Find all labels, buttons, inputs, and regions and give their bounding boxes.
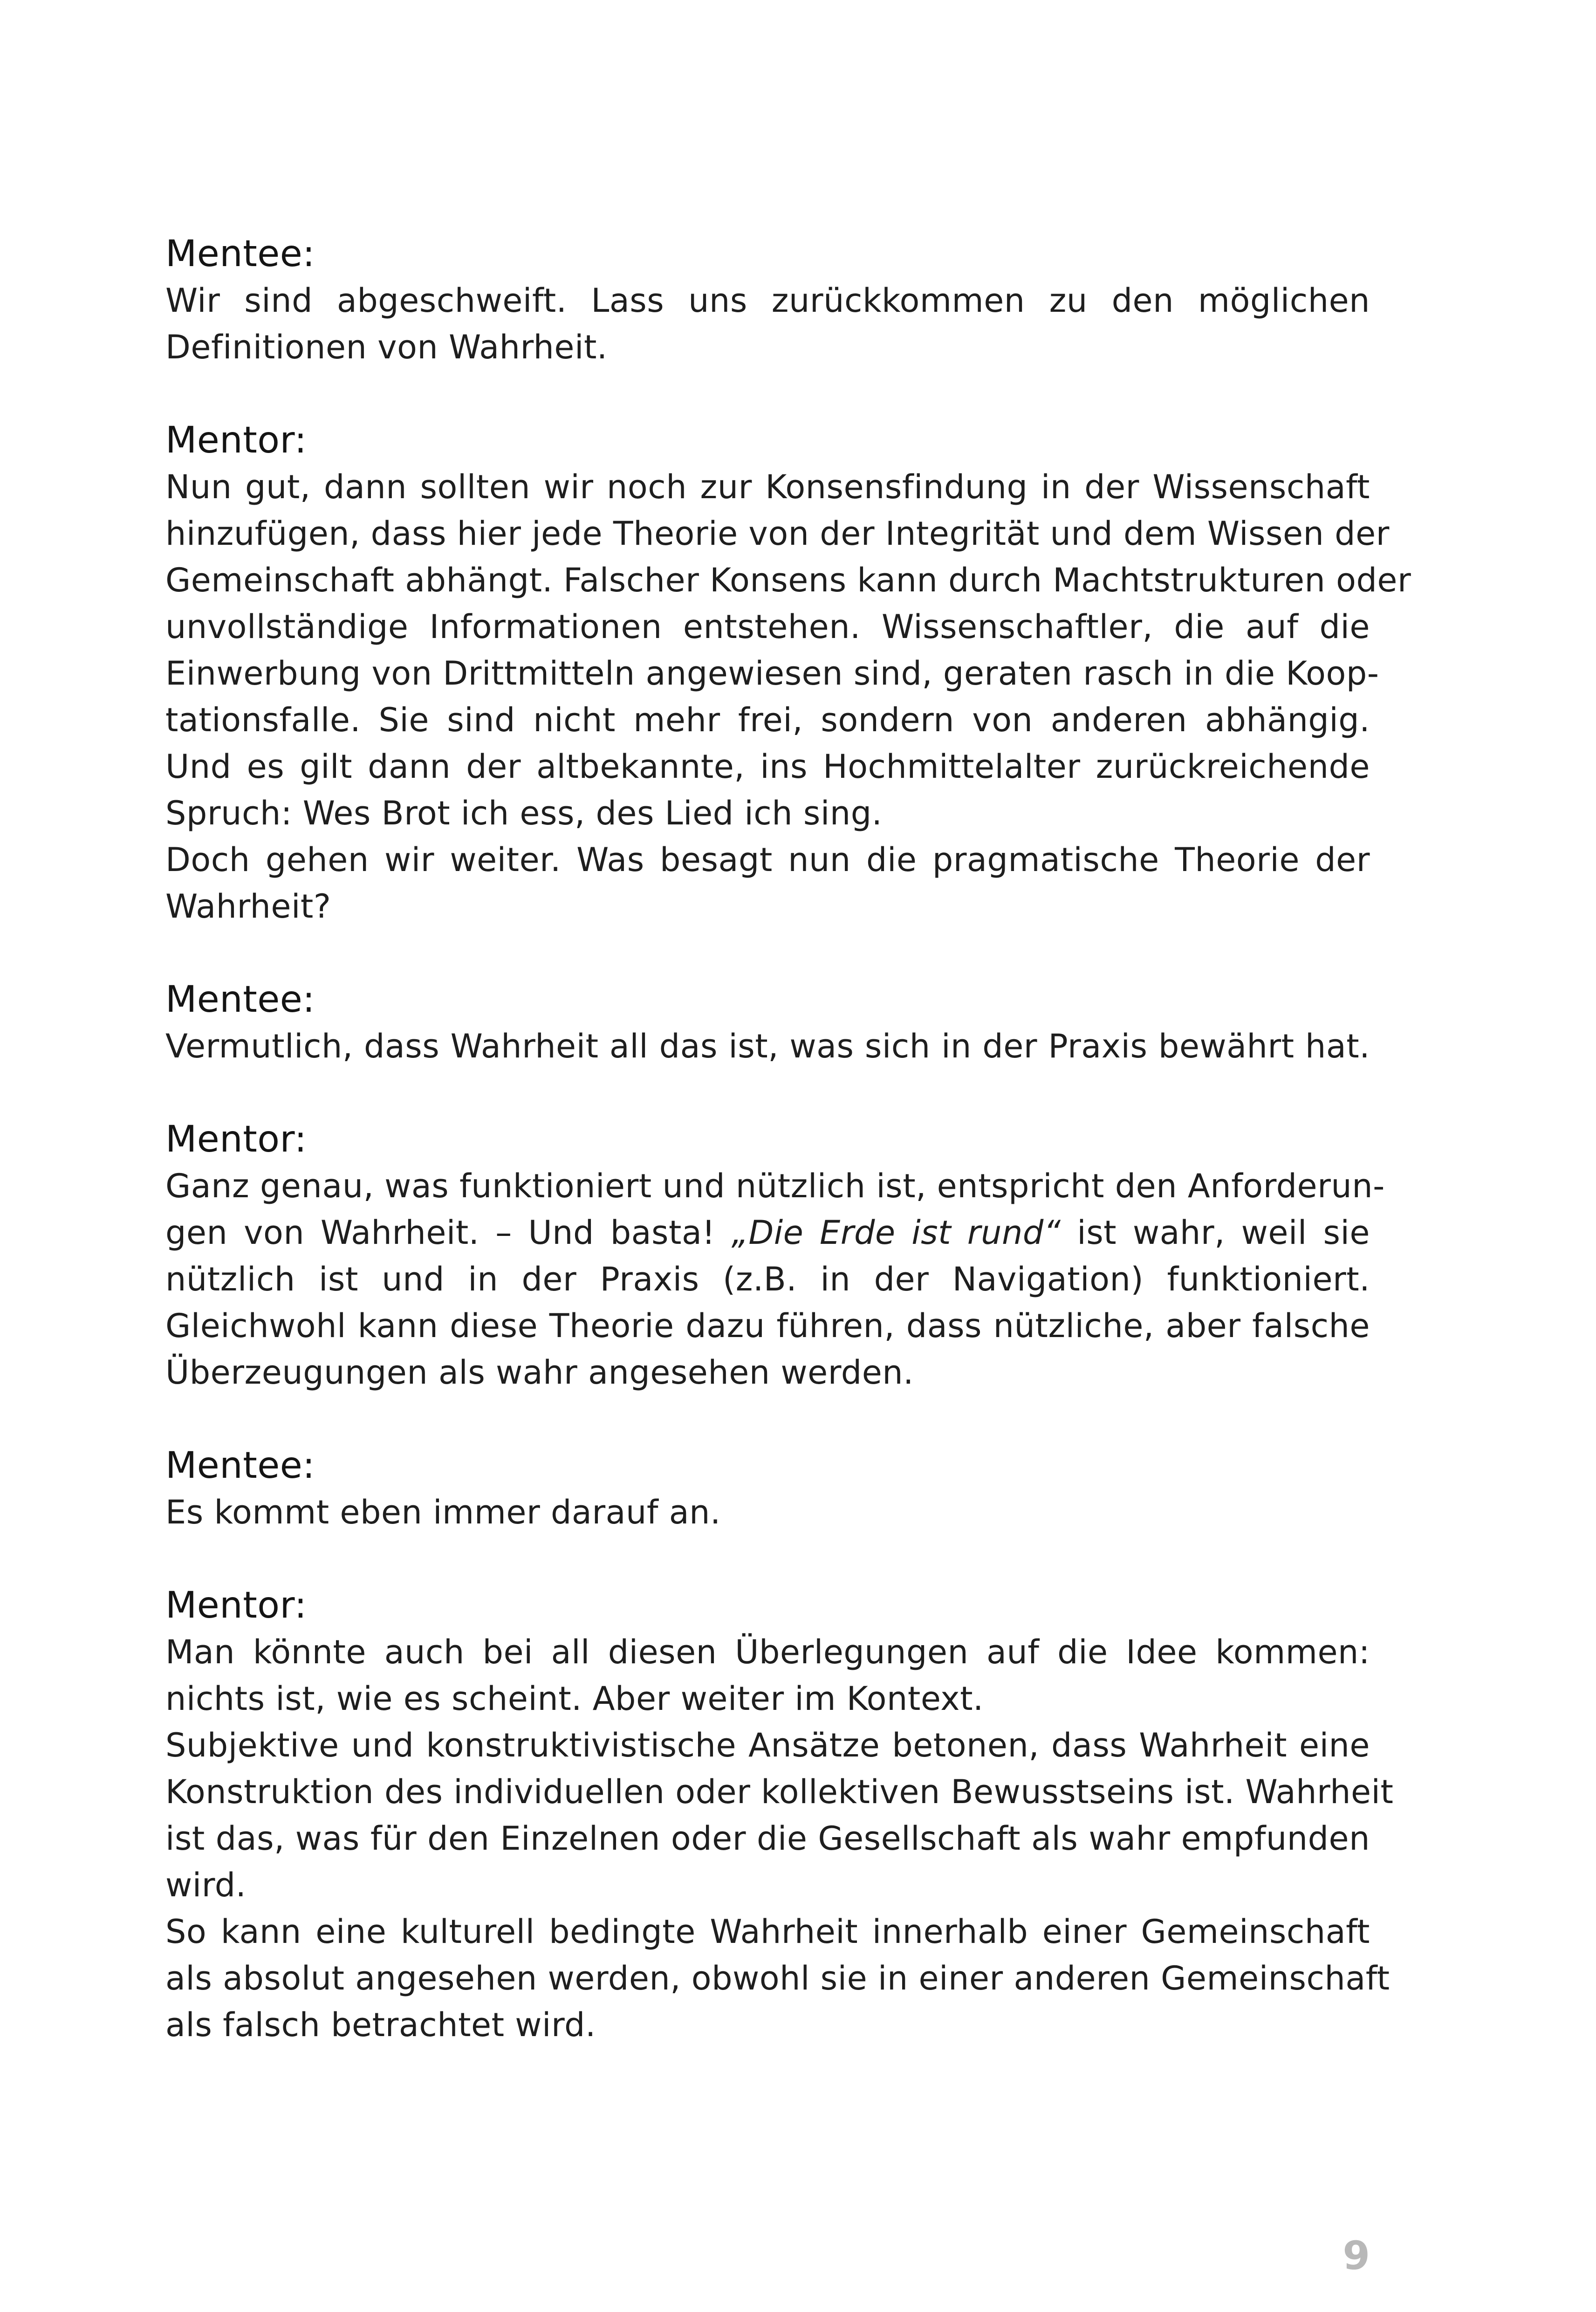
text-line: tationsfalle. Sie sind nicht mehr frei, sondern von anderen abhängig.: [165, 701, 1370, 739]
text-line: Einwerbung von Drittmitteln angewiesen sind, geraten rasch in die Koop-: [165, 654, 1379, 693]
text-line: Spruch: Wes Brot ich ess, des Lied ich sing.: [165, 794, 883, 832]
text-line: Es kommt eben immer darauf an.: [165, 1493, 721, 1531]
text-line: wird.: [165, 1866, 247, 1904]
text-line: Doch gehen wir weiter. Was besagt nun die pragmatische Theorie der: [165, 841, 1370, 879]
text-line: Und es gilt dann der altbekannte, ins Hochmittelalter zurückreichende: [165, 748, 1370, 786]
text-segment: gen von Wahrheit. – Und basta!: [165, 1214, 715, 1252]
dialogue-block-mentor-2: [165, 1116, 1385, 1396]
text-line: Konstruktion des individuellen oder kollektiven Bewusstseins ist. Wahrheit: [165, 1773, 1394, 1811]
dialogue-block-mentee-3: [165, 1442, 1370, 1536]
text-line: nützlich ist und in der Praxis (z.B. in der Navigation) funktioniert.: [165, 1260, 1370, 1298]
speaker-label: Mentee:: [165, 1445, 315, 1487]
text-segment: ist wahr, weil sie: [1077, 1214, 1370, 1252]
text-line: als falsch betrachtet wird.: [165, 2006, 596, 2044]
text-line: ist das, was für den Einzelnen oder die Gesellschaft als wahr empfunden: [165, 1819, 1370, 1858]
paragraph-gap: [165, 1396, 1370, 1442]
text-line: Wir sind abgeschweift. Lass uns zurückkommen zu den möglichen: [165, 281, 1370, 320]
paragraph-gap: [165, 1070, 1370, 1116]
text-line: als absolut angesehen werden, obwohl sie in einer anderen Gemeinschaft: [165, 1959, 1390, 1997]
paragraph-gap: [165, 1536, 1370, 1582]
text-line: nichts ist, wie es scheint. Aber weiter im Kontext.: [165, 1680, 984, 1718]
speaker-label: Mentee:: [165, 979, 315, 1021]
speaker-label: Mentor:: [165, 419, 307, 461]
paragraph-gap: [165, 370, 1370, 417]
dialogue-block-mentee-1: [165, 231, 1370, 370]
speaker-label: Mentor:: [165, 1585, 307, 1626]
text-line: Gemeinschaft abhängt. Falscher Konsens kann durch Machtstrukturen oder: [165, 561, 1411, 599]
text-line: Definitionen von Wahrheit.: [165, 328, 608, 366]
page-number: 9: [1343, 2233, 1370, 2278]
text-line: Nun gut, dann sollten wir noch zur Konsensfindung in der Wissenschaft: [165, 468, 1370, 506]
text-line: Vermutlich, dass Wahrheit all das ist, was sich in der Praxis bewährt hat.: [165, 1027, 1370, 1065]
text-line: So kann eine kulturell bedingte Wahrheit innerhalb einer Gemeinschaft: [165, 1913, 1370, 1951]
text-line: unvollständige Informationen entstehen. Wissenschaftler, die auf die: [165, 608, 1370, 646]
speaker-label: Mentee:: [165, 233, 315, 275]
text-line: Ganz genau, was funktioniert und nützlich ist, entspricht den Anforderun-: [165, 1167, 1385, 1205]
dialogue-block-mentor-1: [165, 417, 1411, 930]
text-line: Subjektive und konstruktivistische Ansätze betonen, dass Wahrheit eine: [165, 1726, 1370, 1764]
page-body: [165, 231, 1411, 2048]
dialogue-block-mentee-2: [165, 976, 1370, 1070]
text-line-mixed: [165, 1209, 1370, 1256]
dialogue-block-mentor-3: [165, 1582, 1394, 2048]
speaker-label: Mentor:: [165, 1118, 307, 1160]
text-line: Überzeugungen als wahr angesehen werden.: [165, 1353, 914, 1392]
text-line: Gleichwohl kann diese Theorie dazu führen, dass nützliche, aber falsche: [165, 1307, 1370, 1345]
quote-italic: „Die Erde ist rund“: [731, 1214, 1061, 1252]
text-line: hinzufügen, dass hier jede Theorie von der Integrität und dem Wissen der: [165, 515, 1390, 553]
paragraph-gap: [165, 930, 1370, 976]
text-line: Man könnte auch bei all diesen Überlegungen auf die Idee kommen:: [165, 1633, 1370, 1671]
text-line: Wahrheit?: [165, 887, 331, 926]
